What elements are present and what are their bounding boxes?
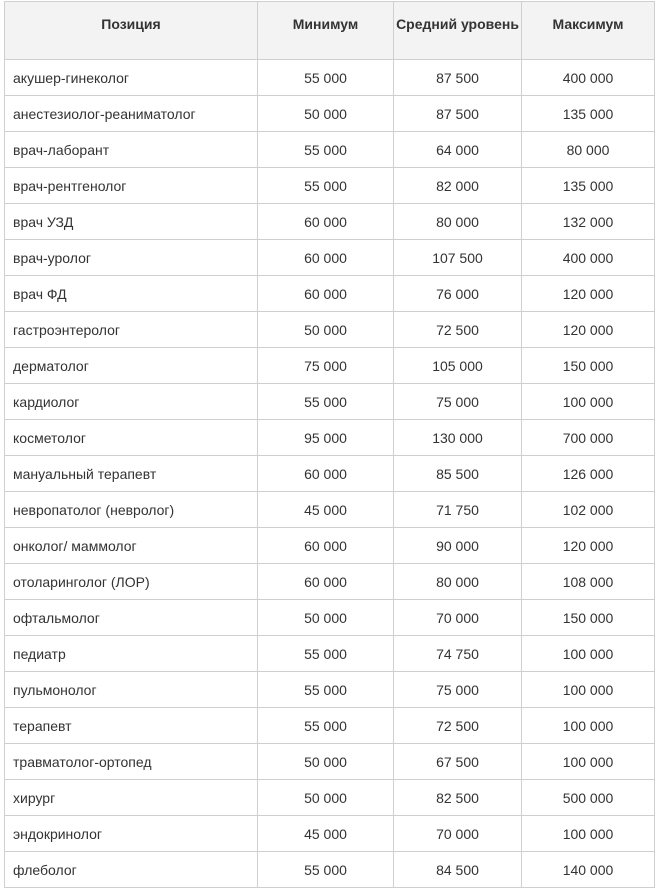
- header-min: Минимум: [258, 2, 394, 60]
- table-row: [5, 384, 655, 420]
- table-row: [5, 420, 655, 456]
- cell-max: 135 000: [522, 168, 655, 204]
- cell-avg: 80 000: [394, 204, 522, 240]
- table-row: [5, 456, 655, 492]
- cell-min: 45 000: [258, 492, 394, 528]
- cell-position: невропатолог (невролог): [5, 492, 258, 528]
- cell-min: 60 000: [258, 528, 394, 564]
- cell-avg: 71 750: [394, 492, 522, 528]
- header-row: [5, 2, 655, 60]
- cell-position: флеболог: [5, 852, 258, 888]
- cell-min: 50 000: [258, 312, 394, 348]
- table-row: [5, 348, 655, 384]
- cell-min: 75 000: [258, 348, 394, 384]
- table-row: [5, 816, 655, 852]
- table-row: [5, 240, 655, 276]
- cell-max: 400 000: [522, 60, 655, 96]
- cell-position: врач-уролог: [5, 240, 258, 276]
- cell-position: офтальмолог: [5, 600, 258, 636]
- cell-position: мануальный терапевт: [5, 456, 258, 492]
- cell-avg: 75 000: [394, 672, 522, 708]
- cell-position: отоларинголог (ЛОР): [5, 564, 258, 600]
- cell-avg: 105 000: [394, 348, 522, 384]
- cell-min: 50 000: [258, 600, 394, 636]
- table-row: [5, 600, 655, 636]
- cell-max: 102 000: [522, 492, 655, 528]
- cell-max: 100 000: [522, 672, 655, 708]
- cell-position: врач-лаборант: [5, 132, 258, 168]
- cell-avg: 90 000: [394, 528, 522, 564]
- cell-avg: 107 500: [394, 240, 522, 276]
- table-row: [5, 636, 655, 672]
- table-row: [5, 132, 655, 168]
- cell-min: 55 000: [258, 636, 394, 672]
- cell-max: 108 000: [522, 564, 655, 600]
- cell-min: 60 000: [258, 240, 394, 276]
- table-row: [5, 60, 655, 96]
- cell-position: врач ФД: [5, 276, 258, 312]
- cell-avg: 74 750: [394, 636, 522, 672]
- cell-avg: 82 000: [394, 168, 522, 204]
- cell-position: онколог/ маммолог: [5, 528, 258, 564]
- cell-min: 55 000: [258, 672, 394, 708]
- header-avg: Средний уровень: [394, 2, 522, 60]
- cell-min: 55 000: [258, 132, 394, 168]
- cell-avg: 87 500: [394, 60, 522, 96]
- cell-min: 60 000: [258, 456, 394, 492]
- cell-max: 135 000: [522, 96, 655, 132]
- cell-min: 45 000: [258, 816, 394, 852]
- cell-max: 400 000: [522, 240, 655, 276]
- table-row: [5, 780, 655, 816]
- cell-max: 126 000: [522, 456, 655, 492]
- cell-avg: 64 000: [394, 132, 522, 168]
- cell-min: 55 000: [258, 60, 394, 96]
- cell-min: 60 000: [258, 204, 394, 240]
- table-row: [5, 672, 655, 708]
- cell-min: 55 000: [258, 168, 394, 204]
- table-row: [5, 852, 655, 888]
- cell-position: врач УЗД: [5, 204, 258, 240]
- cell-position: кардиолог: [5, 384, 258, 420]
- cell-position: акушер-гинеколог: [5, 60, 258, 96]
- table-row: [5, 708, 655, 744]
- cell-min: 50 000: [258, 96, 394, 132]
- cell-max: 100 000: [522, 384, 655, 420]
- cell-min: 95 000: [258, 420, 394, 456]
- cell-avg: 75 000: [394, 384, 522, 420]
- cell-min: 55 000: [258, 708, 394, 744]
- cell-position: врач-рентгенолог: [5, 168, 258, 204]
- cell-avg: 130 000: [394, 420, 522, 456]
- cell-max: 500 000: [522, 780, 655, 816]
- table-row: [5, 492, 655, 528]
- cell-min: 60 000: [258, 564, 394, 600]
- cell-avg: 80 000: [394, 564, 522, 600]
- cell-max: 120 000: [522, 276, 655, 312]
- cell-max: 120 000: [522, 528, 655, 564]
- cell-min: 55 000: [258, 384, 394, 420]
- cell-avg: 70 000: [394, 816, 522, 852]
- cell-position: терапевт: [5, 708, 258, 744]
- cell-max: 100 000: [522, 708, 655, 744]
- table-row: [5, 528, 655, 564]
- table-row: [5, 744, 655, 780]
- cell-min: 60 000: [258, 276, 394, 312]
- table-header: [5, 2, 655, 60]
- table-body: [5, 60, 655, 888]
- cell-position: косметолог: [5, 420, 258, 456]
- cell-avg: 84 500: [394, 852, 522, 888]
- cell-position: педиатр: [5, 636, 258, 672]
- cell-max: 80 000: [522, 132, 655, 168]
- cell-max: 100 000: [522, 816, 655, 852]
- table-row: [5, 312, 655, 348]
- salary-table: [4, 1, 655, 888]
- cell-position: гастроэнтеролог: [5, 312, 258, 348]
- cell-avg: 70 000: [394, 600, 522, 636]
- table-row: [5, 204, 655, 240]
- cell-avg: 72 500: [394, 708, 522, 744]
- cell-position: хирург: [5, 780, 258, 816]
- cell-min: 50 000: [258, 780, 394, 816]
- cell-max: 700 000: [522, 420, 655, 456]
- cell-avg: 87 500: [394, 96, 522, 132]
- cell-max: 132 000: [522, 204, 655, 240]
- cell-position: анестезиолог-реаниматолог: [5, 96, 258, 132]
- cell-min: 50 000: [258, 744, 394, 780]
- cell-max: 150 000: [522, 600, 655, 636]
- cell-avg: 67 500: [394, 744, 522, 780]
- cell-max: 150 000: [522, 348, 655, 384]
- table-row: [5, 168, 655, 204]
- cell-avg: 72 500: [394, 312, 522, 348]
- cell-avg: 85 500: [394, 456, 522, 492]
- table-row: [5, 564, 655, 600]
- header-position: Позиция: [5, 2, 258, 60]
- cell-max: 120 000: [522, 312, 655, 348]
- table-row: [5, 96, 655, 132]
- cell-avg: 82 500: [394, 780, 522, 816]
- cell-max: 100 000: [522, 636, 655, 672]
- cell-min: 55 000: [258, 852, 394, 888]
- cell-avg: 76 000: [394, 276, 522, 312]
- cell-position: дерматолог: [5, 348, 258, 384]
- header-max: Максимум: [522, 2, 655, 60]
- cell-max: 140 000: [522, 852, 655, 888]
- cell-position: пульмонолог: [5, 672, 258, 708]
- cell-position: эндокринолог: [5, 816, 258, 852]
- cell-max: 100 000: [522, 744, 655, 780]
- cell-position: травматолог-ортопед: [5, 744, 258, 780]
- table-row: [5, 276, 655, 312]
